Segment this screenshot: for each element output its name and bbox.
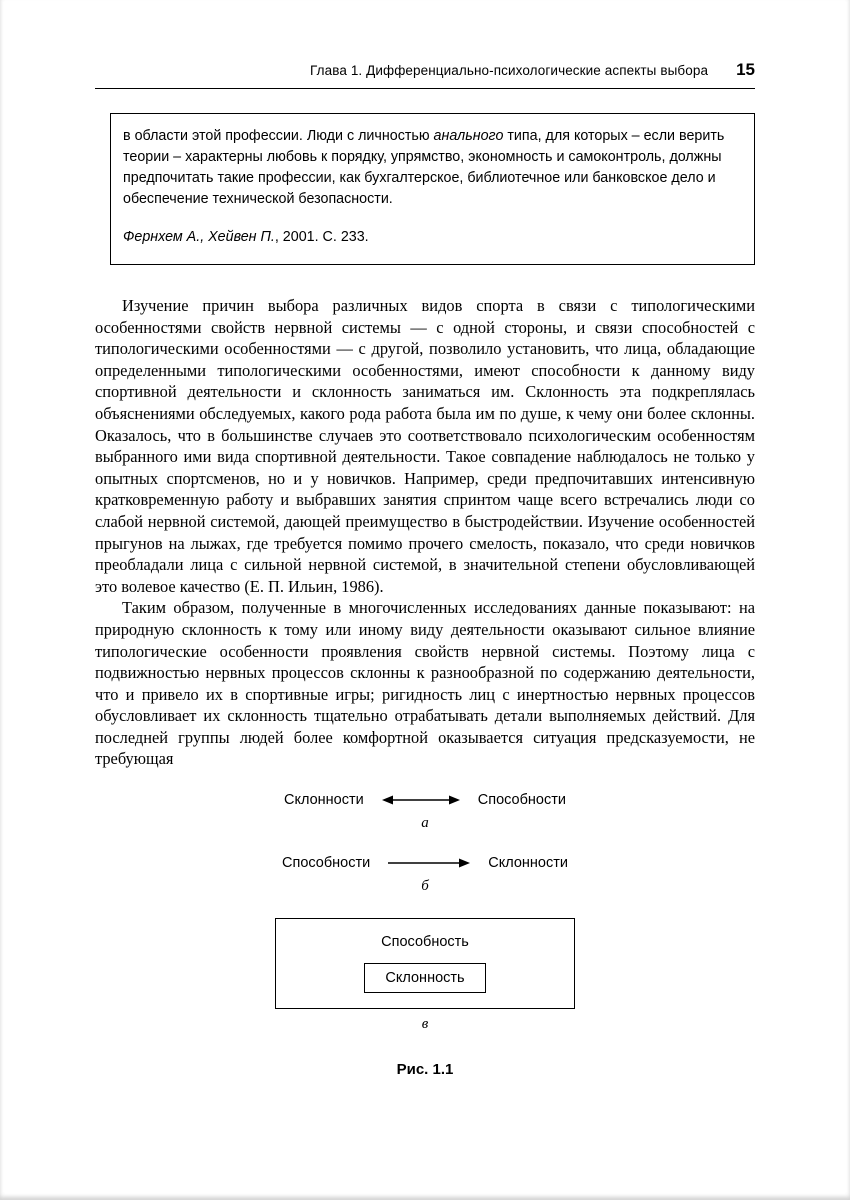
figure-part-b bbox=[95, 855, 755, 871]
figure-label-a: а bbox=[421, 815, 429, 832]
quote-box bbox=[110, 113, 755, 265]
quote-italic-word: анального bbox=[433, 128, 504, 144]
figure-caption: Рис. 1.1 bbox=[396, 1061, 454, 1079]
right-arrow-icon bbox=[388, 857, 470, 869]
body-paragraph: Таким образом, полученные в многочисленных исследованиях данные показывают: на природную склонность к тому или иному виду деятельности оказывают сильное влияние типологические особенности проявления свойств нервной системы. Поэтому лица с подвижностью нервных процессов склонны к разнообразной по содержанию деятельности, что и привело их в спортивные игры; ригидность лиц с инертностью нервных процессов обусловливает их склонность тщательно отрабатывать детали выполняемых действий. Для последней группы людей более комфортной оказывается ситуация предсказуемости, не требующая bbox=[95, 598, 755, 769]
body-text bbox=[95, 295, 755, 770]
running-head bbox=[95, 60, 755, 89]
citation-rest: , 2001. С. 233. bbox=[274, 229, 369, 245]
citation-authors: Фернхем А., Хейвен П. bbox=[123, 229, 275, 245]
figure-1-1 bbox=[95, 792, 755, 1078]
body-paragraph: Изучение причин выбора различных видов спорта в связи с типологическими особенностями свойств нервной системы — с одной стороны, и связи способностей с типологическими особенностями — с другой, позволило установить, что лица, обладающие определенными типологическими особенностями, имеют способности к данному виду спортивной деятельности и склонность заниматься им. Склонность эта подкреплялась объяснениями обследуемых, какого рода работа была им по душе, к чему они более склонны. Оказалось, что в большинстве случаев это соответствовало психологическим особенностям выбранного ими вида спортивной деятельности. Такое совпадение наблюдалось не только у опытных спортсменов, но и у новичков. Например, среди предпочитавших интенсивную кратковременную работу и выбравших занятия спринтом чаще всего встречались люди со слабой нервной системой, дающей преимущество в быстродействии. Изучение особенностей прыгунов на лыжах, где требуется помимо прочего смелость, показало, что среди новичков преобладали лица с сильной нервной системой, в значительной степени обусловливающей это волевое качество (Е. П. Ильин, 1986). bbox=[95, 296, 755, 596]
quote-part-1: в области этой профессии. Люди с личностью bbox=[123, 128, 434, 144]
term-sklonnosti: Склонности bbox=[284, 792, 364, 809]
figure-part-c-outer-box bbox=[275, 918, 575, 1009]
page-number: 15 bbox=[736, 60, 755, 79]
quote-text bbox=[123, 126, 738, 210]
figure-label-b: б bbox=[421, 878, 429, 895]
term-sposobnosti: Способности bbox=[477, 792, 566, 809]
term-sposobnosti: Способности bbox=[282, 855, 371, 872]
quote-citation bbox=[123, 227, 738, 248]
quote-part-2: типа, для которых – если верить теории – характерны любовь к порядку, упрямство, экономность и самоконтроль, должны предпочитать такие профессии, как бухгалтерское, библиотечное или банковское дело и обеспечение технической безопасности. bbox=[123, 128, 725, 207]
term-sklonnosti: Склонности bbox=[488, 855, 568, 872]
figure-part-c-inner-box: Склонность bbox=[364, 963, 486, 993]
term-sposobnost: Способность bbox=[381, 934, 469, 951]
figure-label-c: в bbox=[421, 1016, 429, 1033]
double-arrow-icon bbox=[382, 794, 460, 806]
chapter-title: Глава 1. Дифференциально-психологические аспекты выбора bbox=[310, 63, 709, 78]
figure-part-a bbox=[95, 792, 755, 808]
